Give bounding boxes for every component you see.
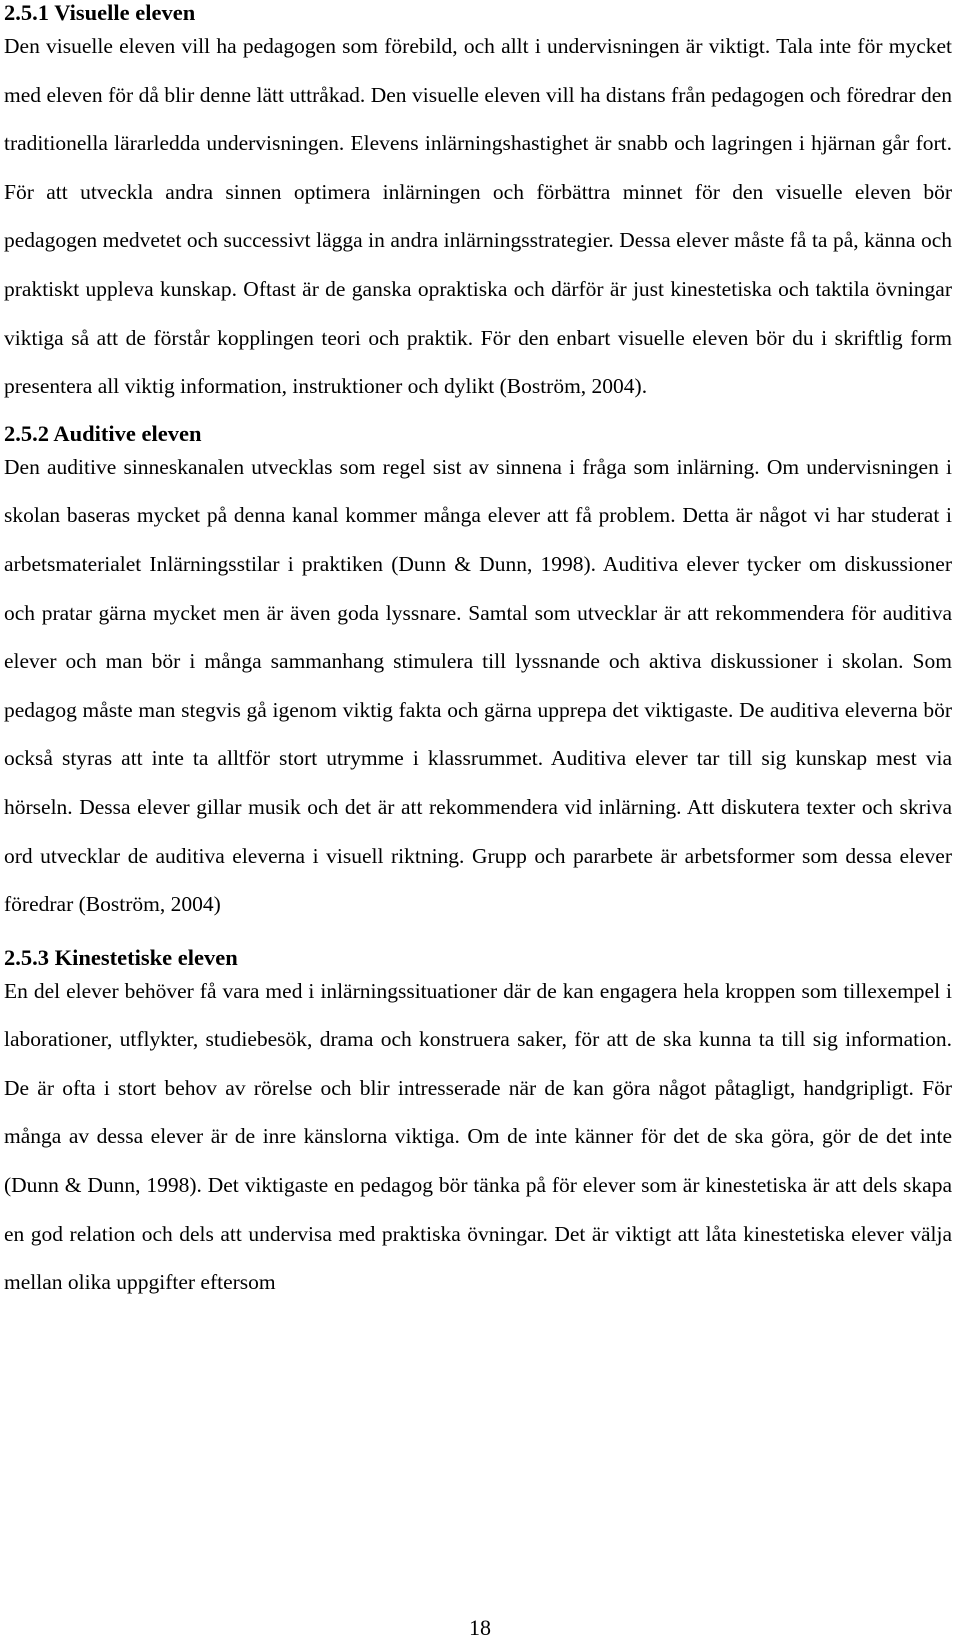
page-number: 18 bbox=[469, 1615, 491, 1640]
section-kinesthetic-learner bbox=[4, 945, 952, 1307]
section-paragraph: Den visuelle eleven vill ha pedagogen som förebild, och allt i undervisningen är viktigt. Tala inte för mycket med eleven för då blir denne lätt uttråkad. Den visuelle eleven vill ha distans från pedagogen och föredrar den traditionella lärarledda undervisningen. Elevens inlärningshastighet är snabb och lagringen i hjärnan går fort. För att utveckla andra sinnen optimera inlärningen och förbättra minnet för den visuelle eleven bör pedagogen medvetet och successivt lägga in andra inlärningsstrategier. Dessa elever måste få ta på, känna och praktiskt uppleva kunskap. Oftast är de ganska opraktiska och därför är just kinestetiska och taktila övningar viktiga så att de förstår kopplingen teori och praktik. För den enbart visuelle eleven bör du i skriftlig form presentera all viktig information, instruktioner och dylikt (Boström, 2004). bbox=[4, 34, 952, 399]
section-heading: 2.5.2 Auditive eleven bbox=[4, 420, 202, 446]
section-heading: 2.5.1 Visuelle eleven bbox=[4, 0, 196, 25]
section-paragraph: En del elever behöver få vara med i inlärningssituationer där de kan engagera hela kroppen som tillexempel i laborationer, utflykter, studiebesök, drama och konstruera saker, för att de ska kunna ta till sig information. De är ofta i stort behov av rörelse och blir intresserade när de kan göra något påtagligt, handgripligt. För många av dessa elever är de inre känslorna viktiga. Om de inte känner för det de ska göra, gör de det inte (Dunn & Dunn, 1998). Det viktigaste en pedagog bör tänka på för elever som är kinestetiska är att dels skapa en god relation och dels att undervisa med praktiska övningar. Det är viktigt att låta kinestetiska elever välja mellan olika uppgifter eftersom bbox=[4, 978, 952, 1295]
section-visual-learner bbox=[4, 0, 952, 411]
section-paragraph: Den auditive sinneskanalen utvecklas som regel sist av sinnena i fråga som inlärning. Om undervisningen i skolan baseras mycket på denna kanal kommer många elever att få problem. Detta är något vi har studerat i arbetsmaterialet Inlärningsstilar i praktiken (Dunn & Dunn, 1998). Auditiva elever tycker om diskussioner och pratar gärna mycket men är även goda lyssnare. Samtal som utvecklar är att rekommendera för auditiva elever och man bör i många sammanhang stimulera till lyssnande och aktiva diskussioner i skolan. Som pedagog måste man stegvis gå igenom viktig fakta och gärna upprepa det viktigaste. De auditiva eleverna bör också styras att inte ta alltför stort utrymme i klassrummet. Auditiva elever tar till sig kunskap mest via hörseln. Dessa elever gillar musik och det är att rekommendera vid inlärning. Att diskutera texter och skriva ord utvecklar de auditiva eleverna i visuell riktning. Grupp och pararbete är arbetsformer som dessa elever föredrar (Boström, 2004) bbox=[4, 454, 952, 917]
document-page bbox=[4, 0, 952, 1307]
section-auditory-learner bbox=[4, 421, 952, 929]
section-heading: 2.5.3 Kinestetiske eleven bbox=[4, 944, 238, 970]
